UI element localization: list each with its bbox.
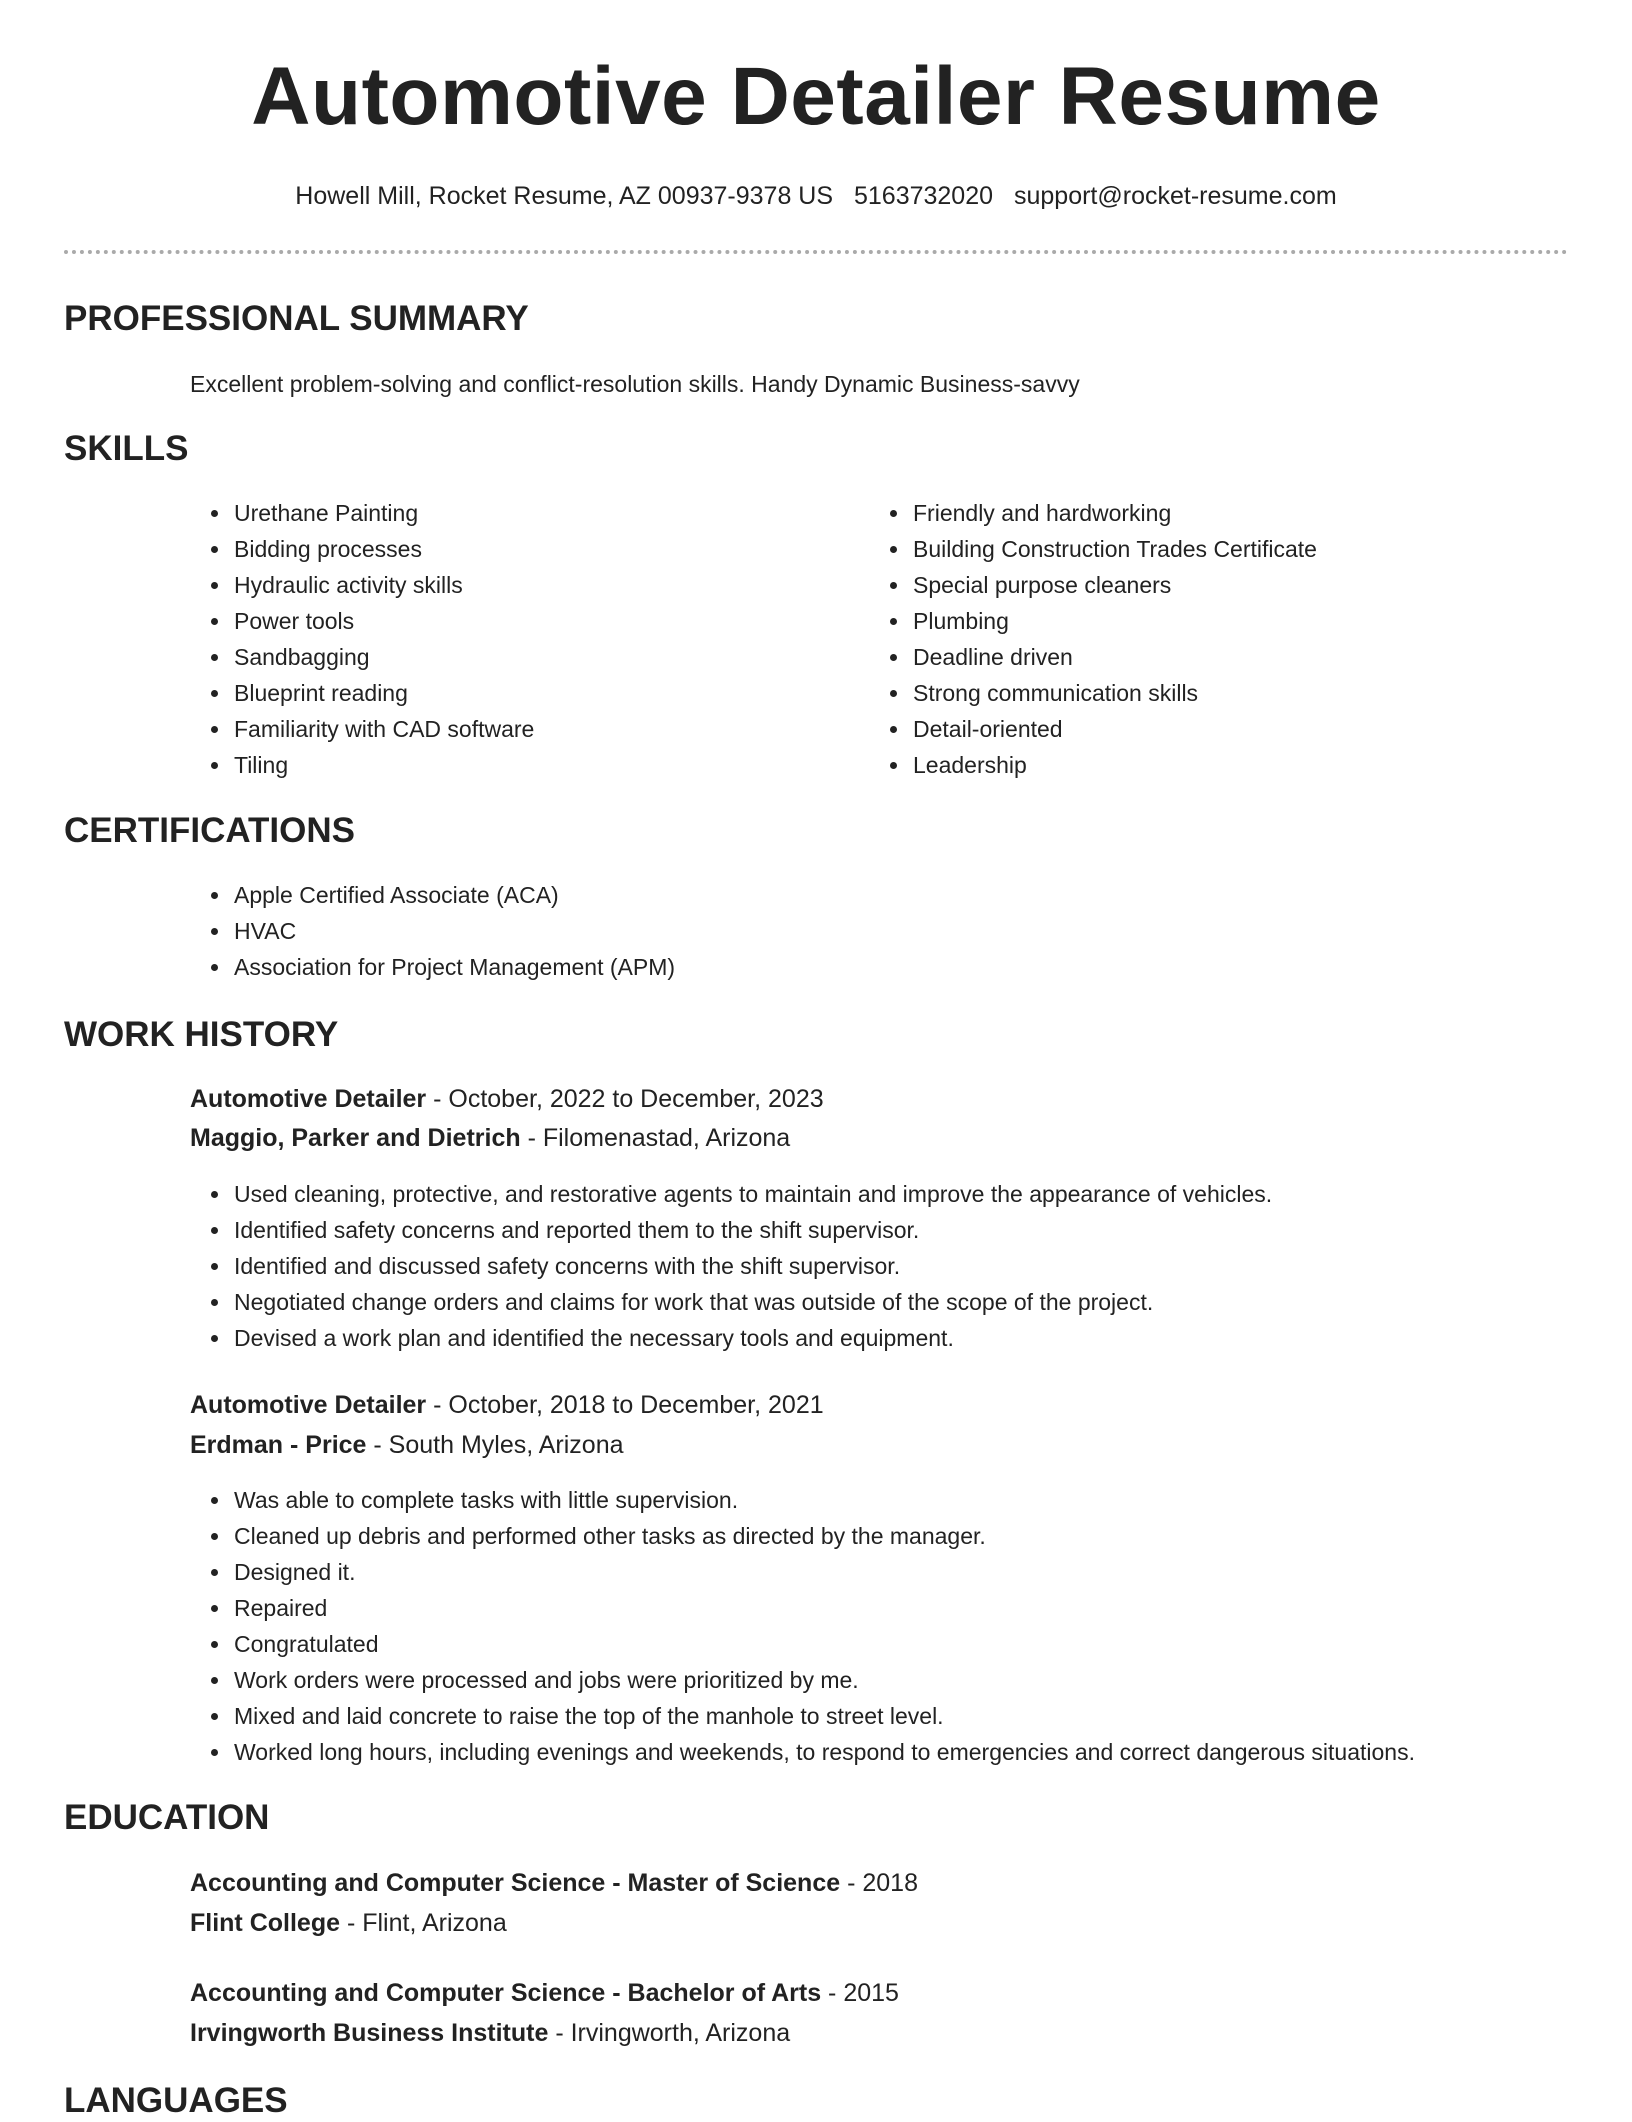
education-heading: EDUCATION bbox=[64, 1798, 270, 1837]
job-company-line bbox=[190, 1429, 624, 1462]
list-item: • Devised a work plan and identified the necessary tools and equipment. bbox=[232, 1320, 1272, 1356]
list-item: • Mixed and laid concrete to raise the top of the manhole to street level. bbox=[232, 1698, 1415, 1734]
job-bullets bbox=[190, 1482, 1415, 1770]
list-item: • Sandbagging bbox=[232, 639, 534, 675]
job-title: Automotive Detailer bbox=[190, 1391, 427, 1419]
skills-list-right bbox=[869, 495, 1317, 783]
contact-address: Howell Mill, Rocket Resume, AZ 00937-9378 US bbox=[295, 182, 834, 210]
list-item: • Repaired bbox=[232, 1590, 1415, 1626]
work-history-heading: WORK HISTORY bbox=[64, 1015, 339, 1054]
list-item: • Bidding processes bbox=[232, 531, 534, 567]
job-company: Erdman - Price bbox=[190, 1431, 367, 1459]
list-item: • Identified safety concerns and reported them to the shift supervisor. bbox=[232, 1212, 1272, 1248]
skills-list-left bbox=[190, 495, 534, 783]
job-title-line bbox=[190, 1389, 824, 1422]
summary-text: Excellent problem-solving and conflict-resolution skills. Handy Dynamic Business-savvy bbox=[190, 371, 1080, 397]
list-item: • Used cleaning, protective, and restorative agents to maintain and improve the appearance of vehicles. bbox=[232, 1176, 1272, 1212]
languages-heading: LANGUAGES bbox=[64, 2081, 288, 2120]
list-item: • Congratulated bbox=[232, 1626, 1415, 1662]
list-item: • Detail-oriented bbox=[911, 711, 1317, 747]
list-item: • Urethane Painting bbox=[232, 495, 534, 531]
contact-email: support@rocket-resume.com bbox=[1013, 182, 1337, 210]
job-title-line bbox=[190, 1083, 824, 1116]
certifications-heading: CERTIFICATIONS bbox=[64, 811, 356, 850]
list-item: • Power tools bbox=[232, 603, 534, 639]
list-item: • Designed it. bbox=[232, 1554, 1415, 1590]
summary-heading: PROFESSIONAL SUMMARY bbox=[64, 299, 529, 338]
skills-heading: SKILLS bbox=[64, 429, 189, 468]
list-item: • Identified and discussed safety concerns with the shift supervisor. bbox=[232, 1248, 1272, 1284]
list-item: • Blueprint reading bbox=[232, 675, 534, 711]
education-year: - 2018 bbox=[840, 1869, 918, 1897]
education-school: Irvingworth Business Institute bbox=[190, 2019, 549, 2047]
job-dates: - October, 2018 to December, 2021 bbox=[426, 1391, 824, 1419]
job-location: - South Myles, Arizona bbox=[366, 1431, 624, 1459]
job-bullets bbox=[190, 1176, 1272, 1356]
list-item: • Work orders were processed and jobs were prioritized by me. bbox=[232, 1662, 1415, 1698]
education-school-line bbox=[190, 1907, 507, 1940]
contact-line bbox=[0, 182, 1632, 211]
list-item: • Was able to complete tasks with little supervision. bbox=[232, 1482, 1415, 1518]
education-location: - Irvingworth, Arizona bbox=[548, 2019, 791, 2047]
contact-phone: 5163732020 bbox=[853, 182, 994, 210]
education-school-line bbox=[190, 2017, 790, 2050]
certifications-list bbox=[190, 877, 675, 985]
list-item: • Association for Project Management (APM) bbox=[232, 949, 675, 985]
job-dates: - October, 2022 to December, 2023 bbox=[426, 1085, 824, 1113]
list-item: • Deadline driven bbox=[911, 639, 1317, 675]
education-degree-line bbox=[190, 1867, 918, 1900]
education-school: Flint College bbox=[190, 1909, 340, 1937]
list-item: • Plumbing bbox=[911, 603, 1317, 639]
job-location: - Filomenastad, Arizona bbox=[520, 1124, 791, 1152]
list-item: • Worked long hours, including evenings and weekends, to respond to emergencies and correct dangerous situations. bbox=[232, 1734, 1415, 1770]
list-item: • Apple Certified Associate (ACA) bbox=[232, 877, 675, 913]
list-item: • Cleaned up debris and performed other tasks as directed by the manager. bbox=[232, 1518, 1415, 1554]
resume-title: Automotive Detailer Resume bbox=[251, 51, 1381, 142]
list-item: • Leadership bbox=[911, 747, 1317, 783]
education-location: - Flint, Arizona bbox=[340, 1909, 507, 1937]
list-item: • Familiarity with CAD software bbox=[232, 711, 534, 747]
education-year: - 2015 bbox=[821, 1979, 899, 2007]
job-title: Automotive Detailer bbox=[190, 1085, 427, 1113]
list-item: • Strong communication skills bbox=[911, 675, 1317, 711]
header-divider bbox=[64, 250, 1568, 254]
list-item: • Building Construction Trades Certificate bbox=[911, 531, 1317, 567]
list-item: • Negotiated change orders and claims for work that was outside of the scope of the project. bbox=[232, 1284, 1272, 1320]
education-degree-line bbox=[190, 1977, 899, 2010]
list-item: • HVAC bbox=[232, 913, 675, 949]
education-degree: Accounting and Computer Science - Master of Science bbox=[190, 1869, 841, 1897]
list-item: • Tiling bbox=[232, 747, 534, 783]
job-company-line bbox=[190, 1122, 790, 1155]
list-item: • Friendly and hardworking bbox=[911, 495, 1317, 531]
list-item: • Hydraulic activity skills bbox=[232, 567, 534, 603]
list-item: • Special purpose cleaners bbox=[911, 567, 1317, 603]
job-company: Maggio, Parker and Dietrich bbox=[190, 1124, 521, 1152]
education-degree: Accounting and Computer Science - Bachelor of Arts bbox=[190, 1979, 822, 2007]
